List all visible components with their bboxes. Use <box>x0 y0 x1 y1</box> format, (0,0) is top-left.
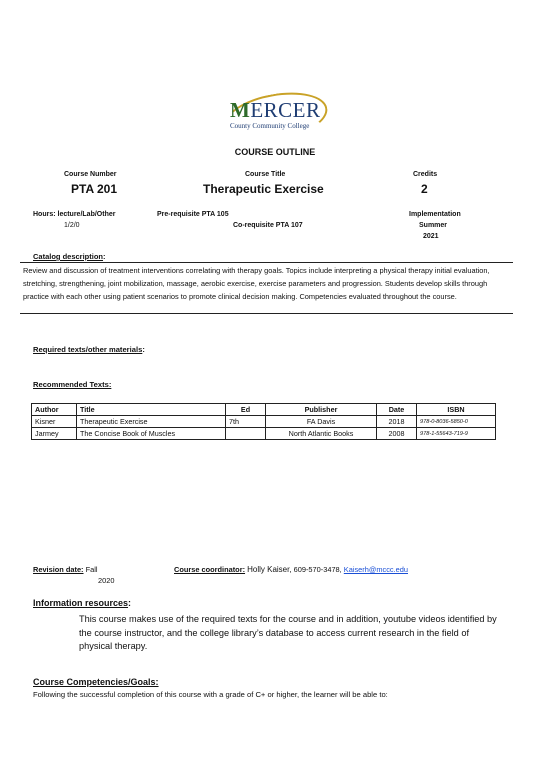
publisher-cell: North Atlantic Books <box>266 428 377 440</box>
competencies-intro: Following the successful completion of this course with a grade of C+ or higher, the learner will be able to: <box>33 690 388 699</box>
table-row <box>32 416 496 428</box>
competencies-heading: Course Competencies/Goals: <box>33 677 159 687</box>
column-header: Publisher <box>266 404 377 416</box>
corequisite: Co-requisite PTA 107 <box>233 222 303 229</box>
implementation-term: Summer <box>419 222 448 229</box>
course-title: Therapeutic Exercise <box>203 182 324 196</box>
college-logo <box>222 98 332 138</box>
prerequisite: Pre-requisite PTA 105 <box>157 211 229 218</box>
hours-label: Hours: lecture/Lab/Other <box>33 211 116 218</box>
coordinator-phone: 609-570-3478, <box>293 565 342 574</box>
column-header: Date <box>377 404 417 416</box>
column-header: ISBN <box>417 404 496 416</box>
coordinator-name: Holly Kaiser, <box>247 565 292 574</box>
coordinator-label: Course coordinator: <box>174 565 246 574</box>
title-cell: Therapeutic Exercise <box>77 416 226 428</box>
revision-year: 2020 <box>98 576 115 585</box>
implementation-label: Implementation <box>409 211 461 218</box>
author-cell: Jarmey <box>32 428 77 440</box>
table-row <box>32 428 496 440</box>
column-header: Ed <box>226 404 266 416</box>
edition-cell <box>226 428 266 440</box>
isbn-cell: 978-0-8036-5850-0 <box>417 416 496 428</box>
information-resources-heading: Information resources: <box>33 598 132 608</box>
course-number-label: Course Number <box>64 171 117 178</box>
implementation-year: 2021 <box>423 233 439 240</box>
revision-term: Fall <box>85 565 98 574</box>
column-header: Author <box>32 404 77 416</box>
required-texts-heading: Required texts/other materials: <box>33 345 145 354</box>
course-number: PTA 201 <box>71 182 118 196</box>
information-resources-text: This course makes use of the required texts for the course and in addition, youtube videos identified by the course instructor, and the college library’s database to access current research in the field of physical therapy. <box>79 614 497 651</box>
hours-value: 1/2/0 <box>64 222 80 229</box>
publisher-cell: FA Davis <box>266 416 377 428</box>
edition-cell: 7th <box>226 416 266 428</box>
coordinator-email-link[interactable]: Kaiserh@mccc.edu <box>343 565 408 574</box>
catalog-description: Review and discussion of treatment interventions correlating with therapy goals. Topics include interpreting a physical therapy initial evaluation, stretching, strengthening, joint mobilization, massage, aerobic exercise, exercise parameters and progression. Students develop skills through practice with each other using patient scenarios to promote clinical decision making. Competencies evaluated throughout the course. <box>20 262 513 314</box>
revision-label: Revision date: <box>33 565 84 574</box>
course-coordinator <box>174 565 408 574</box>
date-cell: 2008 <box>377 428 417 440</box>
page-title: COURSE OUTLINE <box>234 147 316 157</box>
course-title-label: Course Title <box>245 171 286 178</box>
logo-subtitle: County Community College <box>230 122 310 130</box>
date-cell: 2018 <box>377 416 417 428</box>
table-header-row <box>32 404 496 416</box>
isbn-cell: 978-1-55643-719-9 <box>417 428 496 440</box>
author-cell: Kisner <box>32 416 77 428</box>
recommended-texts-heading: Recommended Texts: <box>33 380 112 389</box>
recommended-texts-table <box>31 403 496 440</box>
credits-value: 2 <box>421 182 428 196</box>
revision-date <box>33 565 98 574</box>
title-cell: The Concise Book of Muscles <box>77 428 226 440</box>
column-header: Title <box>77 404 226 416</box>
catalog-heading: Catalog description: <box>33 252 106 261</box>
credits-label: Credits <box>413 171 438 178</box>
logo-wordmark: MERCER <box>230 98 321 122</box>
